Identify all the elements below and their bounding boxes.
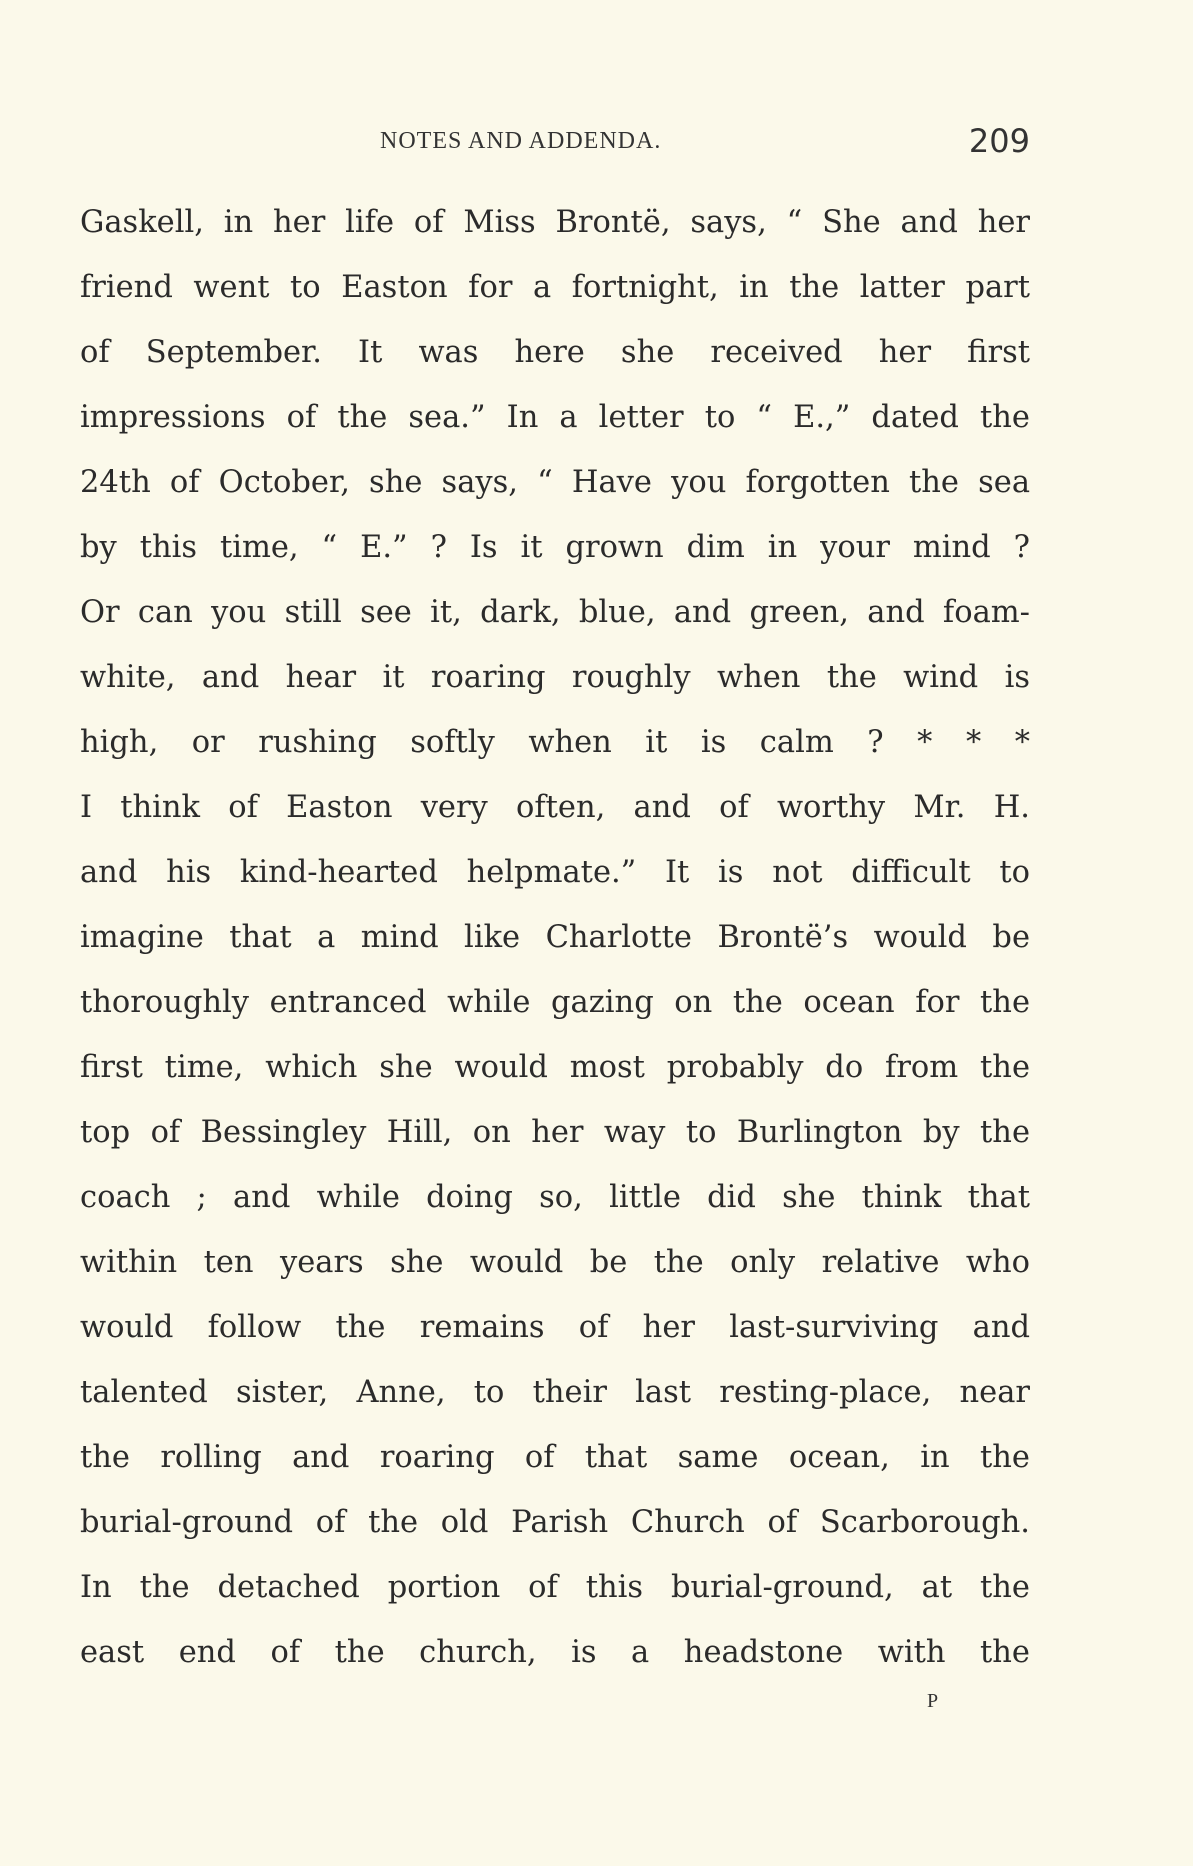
running-head: NOTES AND ADDENDA. — [380, 128, 662, 154]
text-line: 24th of October, she says, “ Have you forgotten the sea — [80, 465, 1030, 500]
text-line: east end of the church, is a headstone with the — [80, 1635, 1030, 1670]
text-line: I think of Easton very often, and of worthy Mr. H. — [80, 790, 1030, 825]
text-line: and his kind-hearted helpmate.” It is not difficult to — [80, 855, 1030, 890]
body-text — [80, 190, 1030, 1685]
text-line: burial-ground of the old Parish Church of Scarborough. — [80, 1505, 1030, 1540]
text-line: top of Bessingley Hill, on her way to Burlington by the — [80, 1115, 1030, 1150]
text-line: thoroughly entranced while gazing on the ocean for the — [80, 985, 1030, 1020]
text-line: the rolling and roaring of that same ocean, in the — [80, 1440, 1030, 1475]
text-line: Or can you still see it, dark, blue, and green, and foam- — [80, 595, 1030, 630]
text-line: high, or rushing softly when it is calm ? * * * — [80, 725, 1030, 760]
text-line: coach ; and while doing so, little did she think that — [80, 1180, 1030, 1215]
text-line: white, and hear it roaring roughly when the wind is — [80, 660, 1030, 695]
text-line: imagine that a mind like Charlotte Brontë’s would be — [80, 920, 1030, 955]
text-line: by this time, “ E.” ? Is it grown dim in your mind ? — [80, 530, 1030, 565]
text-line: Gaskell, in her life of Miss Brontë, says, “ She and her — [80, 205, 1030, 240]
text-line: friend went to Easton for a fortnight, in the latter part — [80, 270, 1030, 305]
text-line: In the detached portion of this burial-ground, at the — [80, 1570, 1030, 1605]
text-line: first time, which she would most probably do from the — [80, 1050, 1030, 1085]
text-line: within ten years she would be the only relative who — [80, 1245, 1030, 1280]
page-number: 209 — [968, 122, 1030, 160]
signature-mark: P — [927, 1690, 939, 1712]
text-line: would follow the remains of her last-surviving and — [80, 1310, 1030, 1345]
text-line: talented sister, Anne, to their last resting-place, near — [80, 1375, 1030, 1410]
page-header — [80, 122, 1030, 166]
text-line: impressions of the sea.” In a letter to “ E.,” dated the — [80, 400, 1030, 435]
text-line: of September. It was here she received her first — [80, 335, 1030, 370]
